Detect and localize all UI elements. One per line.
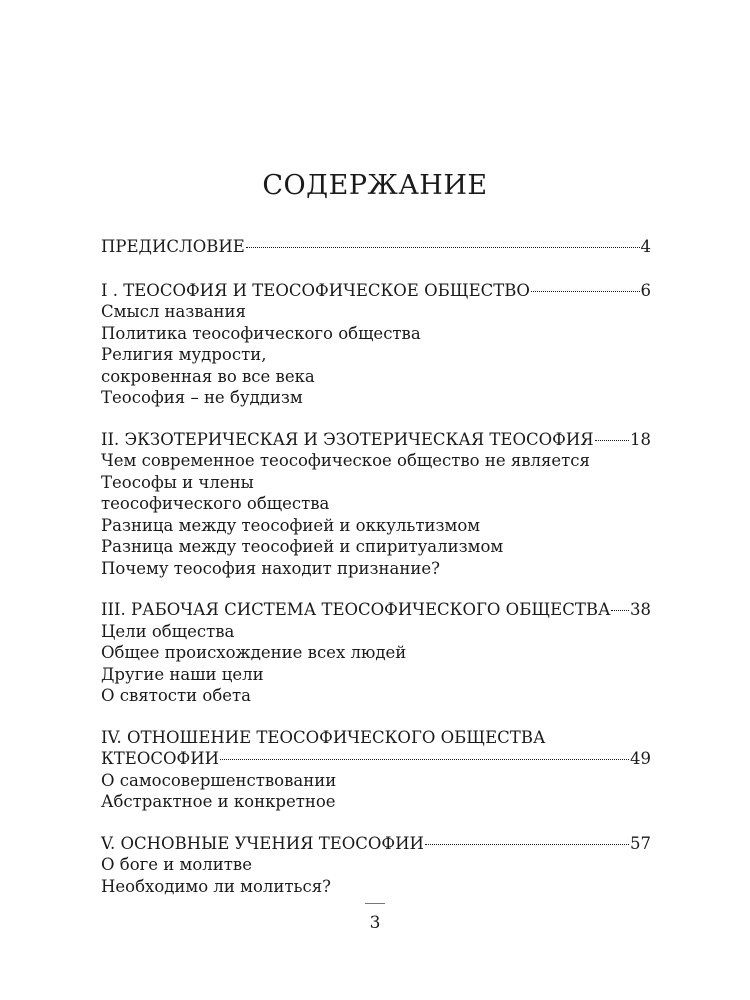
toc-heading: [101, 280, 651, 302]
toc-page-number: 38: [630, 600, 651, 619]
toc-page-number: 18: [630, 429, 651, 449]
toc-heading-label: V. ОСНОВНЫЕ УЧЕНИЯ ТЕОСОФИИ: [101, 833, 424, 853]
toc-subitem: О самосовершенствовании: [101, 770, 337, 790]
toc-subitem: Теософы и члены: [101, 472, 254, 492]
toc-subitem: Теософия – не буддизм: [101, 388, 303, 407]
page-number: 3: [369, 913, 381, 933]
toc-heading-label: ПРЕДИСЛОВИЕ: [101, 237, 245, 256]
toc-heading-label: II. ЭКЗОТЕРИЧЕСКАЯ И ЭЗОТЕРИЧЕСКАЯ ТЕОСОФИЯ: [101, 429, 594, 449]
toc-page-number: 57: [630, 833, 651, 853]
toc-heading-label-line1: IV. ОТНОШЕНИЕ ТЕОСОФИЧЕСКОГО ОБЩЕСТВА: [101, 727, 546, 747]
toc-page-number: 6: [640, 280, 651, 300]
toc-subitem: Цели общества: [101, 621, 235, 641]
page-title: СОДЕРЖАНИЕ: [262, 170, 488, 201]
dot-leader: [220, 759, 629, 760]
toc-heading: [101, 748, 651, 770]
dot-leader: [595, 440, 629, 441]
toc-subitem: Политика теософического общества: [101, 323, 421, 343]
toc-subitem: теософического общества: [101, 494, 330, 513]
toc-subitem: Необходимо ли молиться?: [101, 876, 332, 896]
toc-heading: [101, 429, 651, 451]
toc-heading: [101, 833, 651, 855]
toc-subitem: Чем современное теософическое общество не является: [101, 451, 590, 470]
toc-subitem: Смысл названия: [101, 302, 246, 321]
toc-heading-label: III. РАБОЧАЯ СИСТЕМА ТЕОСОФИЧЕСКОГО ОБЩЕСТВА: [101, 600, 611, 619]
toc-section-4: [101, 727, 651, 813]
toc-subitem: О святости обета: [101, 686, 251, 705]
toc-heading-label: I . ТЕОСОФИЯ И ТЕОСОФИЧЕСКОЕ ОБЩЕСТВО: [101, 280, 530, 300]
toc-subitem: сокровенная во все века: [101, 366, 315, 386]
dot-leader: [425, 844, 629, 845]
toc-section-3: [101, 599, 651, 707]
toc-subitem: Религия мудрости,: [101, 345, 267, 364]
toc-section-1: [101, 280, 651, 409]
toc-subitem: Разница между теософией и оккультизмом: [101, 515, 481, 535]
dot-leader: [246, 247, 640, 248]
toc-subitem: О боге и молитве: [101, 855, 252, 874]
toc-subitem: Почему теософия находит признание?: [101, 558, 440, 578]
dot-leader: [531, 291, 640, 292]
footer-divider: [365, 903, 385, 904]
toc-heading: [101, 599, 651, 621]
toc-heading: [101, 236, 651, 258]
toc-subitem: Другие наши цели: [101, 664, 264, 684]
table-of-contents: [101, 236, 651, 917]
toc-heading-label: КТЕОСОФИИ: [101, 749, 219, 768]
toc-section-preface: [101, 236, 651, 258]
dot-leader: [611, 610, 629, 611]
toc-subitem: Абстрактное и конкретное: [101, 792, 336, 811]
toc-page-number: 49: [630, 749, 651, 768]
toc-section-2: [101, 429, 651, 580]
toc-section-5: [101, 833, 651, 898]
toc-subitem: Общее происхождение всех людей: [101, 643, 407, 662]
toc-subitem: Разница между теософией и спиритуализмом: [101, 537, 504, 556]
toc-page-number: 4: [640, 237, 651, 256]
